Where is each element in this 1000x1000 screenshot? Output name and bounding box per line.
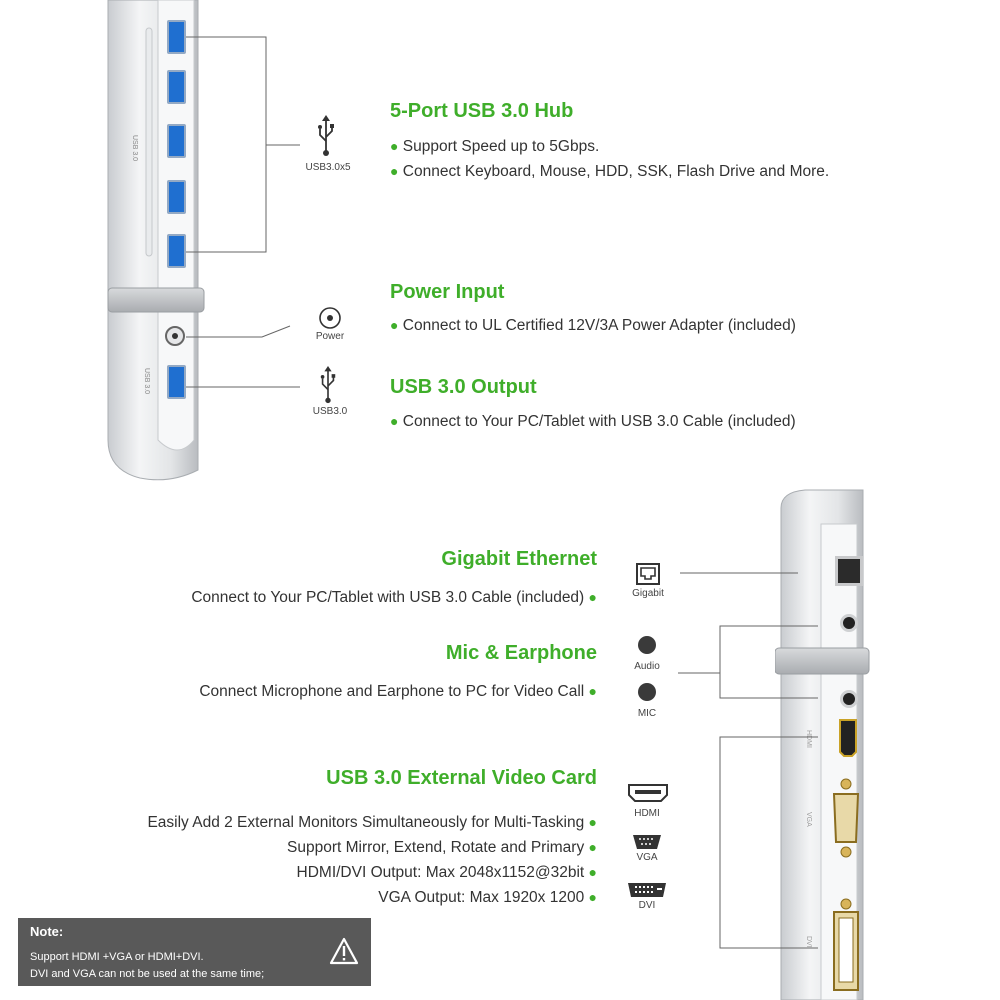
hdmi-icon-label: HDMI [634,808,660,819]
bullet-dot: ● [390,163,399,179]
audio-icon [638,636,656,654]
audio-icon-label: Audio [634,661,660,672]
bullet-dot: ● [588,839,597,855]
note-box [18,918,371,986]
video-bullet-3: HDMI/DVI Output: Max 2048x1152@32bit ● [296,864,597,881]
hub-device-label: USB 3.0 [131,135,138,162]
bullet-dot: ● [588,889,597,905]
dvi-device-label: DVI [805,936,812,948]
bullet-dot: ● [390,413,399,429]
bullet-dot: ● [390,317,399,333]
bullet-dot: ● [588,683,597,699]
audio-bullet-1: Connect Microphone and Earphone to PC for Video Call ● [199,683,597,700]
ethernet-icon [636,563,660,585]
power-title: Power Input [390,281,505,303]
dvi-icon [627,882,667,898]
video-bullet-2: Support Mirror, Extend, Rotate and Primary ● [287,839,597,856]
bullet-dot: ● [588,589,597,605]
usb-output-icon [318,366,338,404]
usb-output-title: USB 3.0 Output [390,376,537,398]
usb-output-bullet-1: ● Connect to Your PC/Tablet with USB 3.0 Cable (included) [390,413,796,430]
mic-jack [840,690,858,708]
dvi-icon-label: DVI [638,900,656,911]
vga-icon [632,834,662,850]
usb-icon [316,115,336,157]
usb-hub-bullet-1: ● Support Speed up to 5Gbps. [390,138,600,155]
vga-icon-label: VGA [636,852,658,863]
hdmi-device-label: HDMI [805,730,812,748]
power-bullet-1: ● Connect to UL Certified 12V/3A Power Adapter (included) [390,317,796,334]
video-bullet-4: VGA Output: Max 1920x 1200 ● [378,889,597,906]
hdmi-port [838,718,858,758]
video-title: USB 3.0 External Video Card [326,767,597,789]
mic-icon-label: MIC [637,708,657,719]
note-line-1: Support HDMI +VGA or HDMI+DVI. [30,951,204,963]
warning-icon [329,937,359,965]
power-icon-label: Power [315,331,345,342]
bullet-dot: ● [390,138,399,154]
note-title: Note: [30,924,64,939]
bullet-dot: ● [588,864,597,880]
ethernet-icon-label: Gigabit [632,588,664,599]
bullet-dot: ● [588,814,597,830]
output-device-label: USB 3.0 [143,368,150,395]
vga-device-label: VGA [805,812,812,827]
usb-hub-bullet-2: ● Connect Keyboard, Mouse, HDD, SSK, Flash Drive and More. [390,163,830,180]
ethernet-bullet-1: Connect to Your PC/Tablet with USB 3.0 Cable (included) ● [191,589,597,606]
usb-hub-title: 5-Port USB 3.0 Hub [390,100,574,122]
usb-hub-icon-label: USB3.0x5 [305,162,351,173]
mic-icon [638,683,656,701]
video-bullet-1: Easily Add 2 External Monitors Simultaneously for Multi-Tasking ● [147,814,597,831]
usb-output-icon-label: USB3.0 [312,406,348,417]
earphone-jack [840,614,858,632]
hdmi-icon [628,784,668,802]
top-connector-lines [0,0,320,420]
power-jack-icon [318,306,342,330]
ethernet-title: Gigabit Ethernet [441,548,597,570]
note-line-2: DVI and VGA can not be used at the same time; [30,968,265,980]
audio-title: Mic & Earphone [445,642,597,664]
